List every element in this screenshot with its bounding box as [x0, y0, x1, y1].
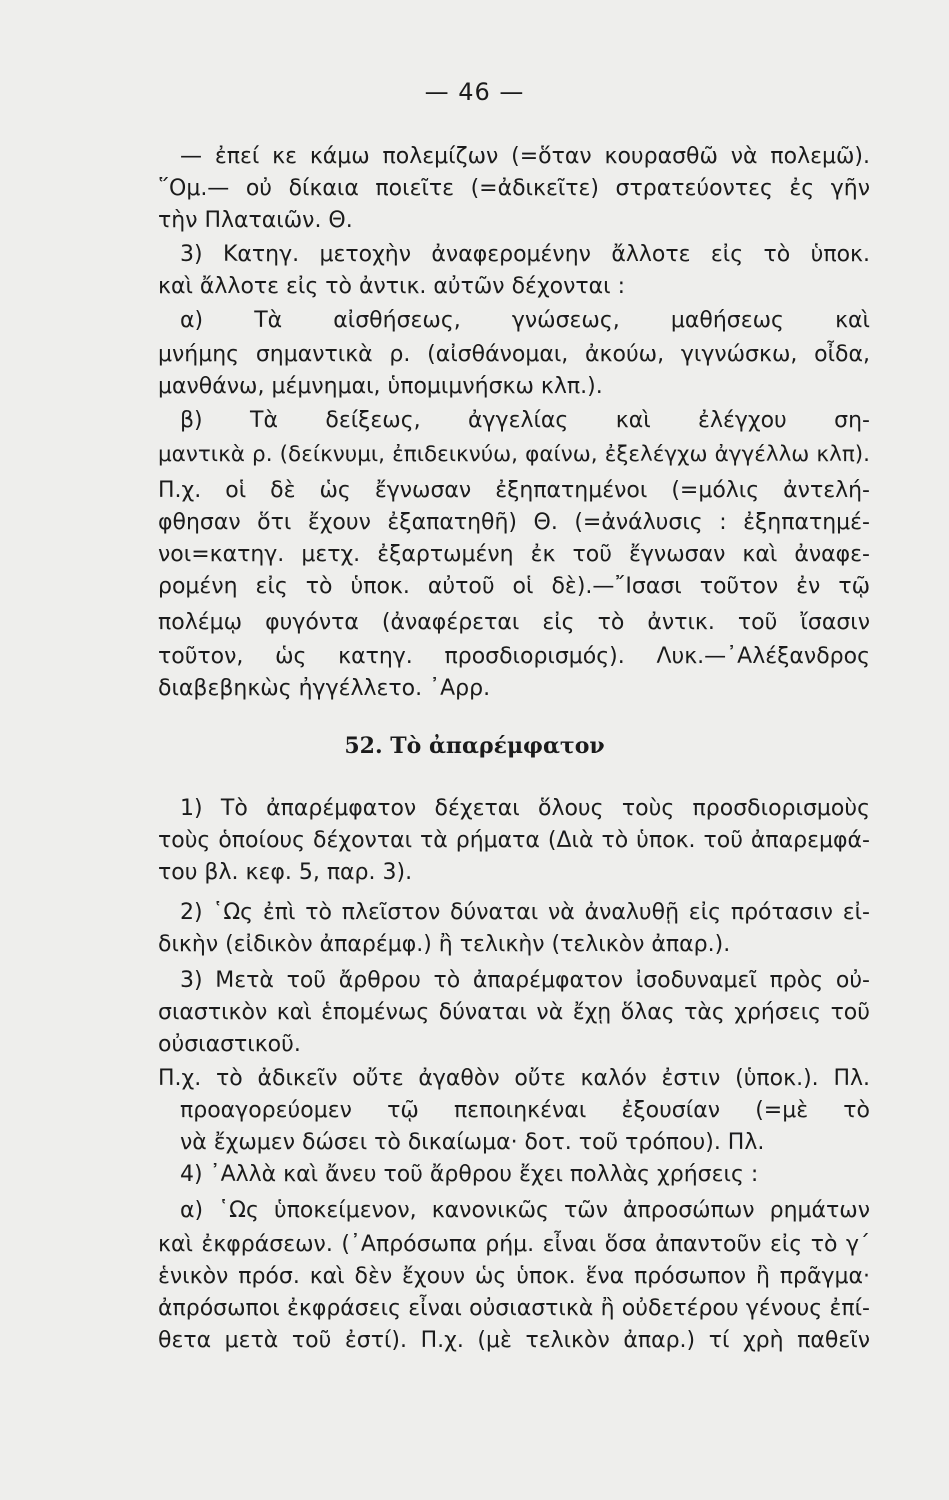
text-line: β) Τὰ δείξεως, ἀγγελίας καὶ ἐλέγχου ση-	[180, 408, 870, 433]
text-line: οὐσιαστικοῦ.	[158, 1032, 301, 1057]
text-line: 1) Τὸ ἀπαρέμφατον δέχεται ὅλους τοὺς προσδιορισμοὺς	[180, 796, 870, 821]
text-line: ρομένη εἰς τὸ ὑποκ. αὐτοῦ οἱ δὲ).—῎Ισασι τοῦτον ἐν τῷ	[158, 574, 870, 599]
text-line: μανθάνω, μέμνημαι, ὑπομιμνήσκω κλπ.).	[158, 374, 603, 399]
text-line: πολέμῳ φυγόντα (ἀναφέρεται εἰς τὸ ἀντικ. τοῦ ἴσασιν	[158, 610, 870, 635]
text-line: τοῦτον, ὡς κατηγ. προσδιορισμός). Λυκ.—᾿Αλέξανδρος	[158, 644, 870, 669]
section-heading: 52. Τὸ ἀπαρέμφατον	[344, 733, 605, 759]
text-line: μαντικὰ ρ. (δείκνυμι, ἐπιδεικνύω, φαίνω, ἐξελέγχω ἀγγέλλω κλπ).	[158, 442, 870, 467]
text-line: 2) ῾Ως ἐπὶ τὸ πλεῖστον δύναται νὰ ἀναλυθῇ εἰς πρότασιν εἰ-	[180, 900, 870, 925]
text-line: τοὺς ὁποίους δέχονται τὰ ρήματα (Διὰ τὸ ὑποκ. τοῦ ἀπαρεμφά-	[158, 828, 870, 853]
text-line: 4) ᾿Αλλὰ καὶ ἄνευ τοῦ ἄρθρου ἔχει πολλὰς χρήσεις :	[180, 1162, 759, 1187]
text-line: καὶ ἄλλοτε εἰς τὸ ἀντικ. αὐτῶν δέχονται :	[158, 274, 625, 299]
text-line: νοι=κατηγ. μετχ. ἐξαρτωμένη ἐκ τοῦ ἔγνωσαν καὶ ἀναφε-	[158, 542, 870, 567]
page-number: — 46 —	[424, 78, 525, 106]
text-line: θετα μετὰ τοῦ ἐστί). Π.χ. (μὲ τελικὸν ἀπαρ.) τί χρὴ παθεῖν	[158, 1328, 870, 1353]
text-line: σιαστικὸν καὶ ἑπομένως δύναται νὰ ἔχῃ ὅλας τὰς χρήσεις τοῦ	[158, 1000, 870, 1025]
text-line: ῞Ομ.— οὐ δίκαια ποιεῖτε (=ἀδικεῖτε) στρατεύοντες ἐς γῆν	[158, 176, 870, 201]
text-line: Π.χ. τὸ ἀδικεῖν οὔτε ἀγαθὸν οὔτε καλόν ἐστιν (ὑποκ.). Πλ.	[158, 1066, 870, 1091]
text-line: φθησαν ὅτι ἔχουν ἐξαπατηθῆ) Θ. (=ἀνάλυσις : ἐξηπατημέ-	[158, 510, 870, 535]
text-line: ἀπρόσωποι ἐκφράσεις εἶναι οὐσιαστικὰ ἢ οὐδετέρου γένους ἐπί-	[158, 1296, 870, 1321]
text-line: καὶ ἐκφράσεων. (᾿Απρόσωπα ρήμ. εἶναι ὅσα ἀπαντοῦν εἰς τὸ γ´	[158, 1232, 870, 1257]
text-line: Π.χ. οἱ δὲ ὡς ἔγνωσαν ἐξηπατημένοι (=μόλις ἀντελή-	[158, 478, 870, 503]
text-line: μνήμης σημαντικὰ ρ. (αἰσθάνομαι, ἀκούω, γιγνώσκω, οἶδα,	[158, 342, 870, 367]
text-line: — ἐπεί κε κάμω πολεμίζων (=ὅταν κουρασθῶ νὰ πολεμῶ).	[180, 144, 870, 169]
text-line: δικὴν (εἰδικὸν ἀπαρέμφ.) ἢ τελικὴν (τελικὸν ἀπαρ.).	[158, 932, 731, 957]
text-line: α) Τὰ αἰσθήσεως, γνώσεως, μαθήσεως καὶ	[180, 308, 870, 333]
text-line: τὴν Πλαταιῶν. Θ.	[158, 208, 353, 233]
text-line: προαγορεύομεν τῷ πεποιηκέναι ἐξουσίαν (=μὲ τὸ	[180, 1098, 870, 1123]
text-line: νὰ ἔχωμεν δώσει τὸ δικαίωμα· δοτ. τοῦ τρόπου). Πλ.	[180, 1130, 765, 1155]
text-line: α) ῾Ως ὑποκείμενον, κανονικῶς τῶν ἀπροσώπων ρημάτων	[180, 1198, 870, 1223]
text-line: 3) Μετὰ τοῦ ἄρθρου τὸ ἀπαρέμφατον ἰσοδυναμεῖ πρὸς οὐ-	[180, 968, 870, 993]
text-line: ἑνικὸν πρόσ. καὶ δὲν ἔχουν ὡς ὑποκ. ἕνα πρόσωπον ἢ πρᾶγμα·	[158, 1264, 870, 1289]
text-line: διαβεβηκὼς ἠγγέλλετο. ᾿Αρρ.	[158, 676, 491, 701]
text-line: 3) Κατηγ. μετοχὴν ἀναφερομένην ἄλλοτε εἰς τὸ ὑποκ.	[180, 242, 870, 267]
text-line: του βλ. κεφ. 5, παρ. 3).	[158, 860, 413, 885]
